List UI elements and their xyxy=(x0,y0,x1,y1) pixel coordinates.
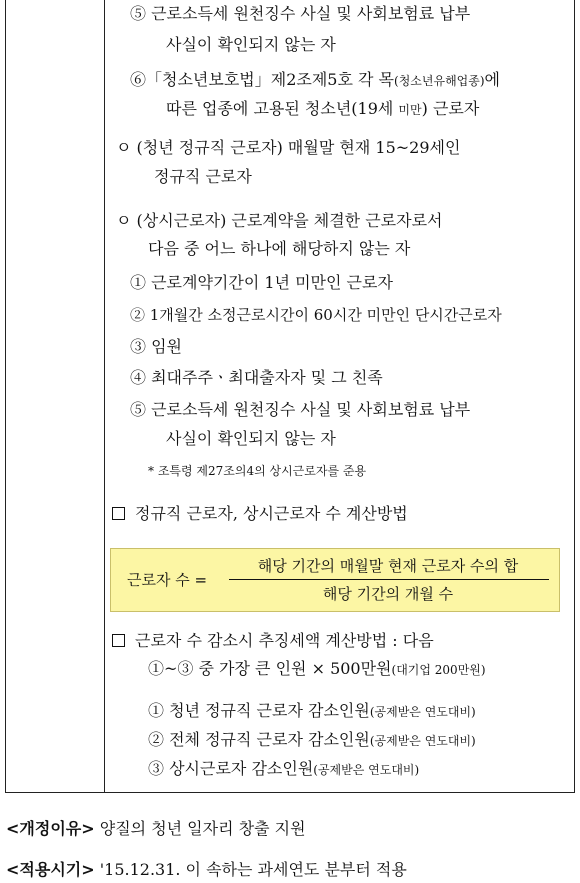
list-item: ① 청년 정규직 근로자 감소인원(공제받은 연도대비) xyxy=(148,701,476,720)
effective-date-label: <적용시기> xyxy=(6,860,95,879)
text-line: 사실이 확인되지 않는 자 xyxy=(166,35,336,54)
revision-reason xyxy=(6,816,306,839)
text-line: ①~③ 중 가장 큰 인원 × 500만원(대기업 200만원) xyxy=(148,659,486,678)
text-line: 정규직 근로자 xyxy=(154,167,252,186)
formula-box xyxy=(110,548,560,612)
list-item: ② 전체 정규직 근로자 감소인원(공제받은 연도대비) xyxy=(148,730,476,749)
text-line: 사실이 확인되지 않는 자 xyxy=(166,429,336,448)
formula-denominator: 해당 기간의 개월 수 xyxy=(322,585,454,603)
section-heading: 정규직 근로자, 상시근로자 수 계산방법 xyxy=(112,503,408,525)
list-item: ④ 최대주주ㆍ최대출자자 및 그 친족 xyxy=(130,368,383,387)
table-column-divider xyxy=(104,0,105,792)
revision-reason-label: <개정이유> xyxy=(6,819,95,838)
text-line: 따른 업종에 고용된 청소년(19세 미만) 근로자 xyxy=(166,99,480,118)
formula-label: 근로자 수 = xyxy=(127,571,208,589)
section-heading: 근로자 수 감소시 추징세액 계산방법 : 다음 xyxy=(112,630,434,652)
effective-date xyxy=(6,857,407,880)
text-line: 다음 중 어느 하나에 해당하지 않는 자 xyxy=(148,239,411,258)
fraction-bar xyxy=(229,579,549,580)
text-line: ⑥「청소년보호법」제2조제5호 각 목(청소년유해업종)에 xyxy=(130,70,500,89)
list-item: ③ 상시근로자 감소인원(공제받은 연도대비) xyxy=(148,759,420,778)
list-item: ③ 임원 xyxy=(130,337,182,356)
list-item: ① 근로계약기간이 1년 미만인 근로자 xyxy=(130,273,393,292)
formula-numerator: 해당 기간의 매월말 현재 근로자 수의 합 xyxy=(257,557,519,575)
checkbox-icon xyxy=(112,507,125,520)
footnote: * 조특령 제27조의4의 상시근로자를 준용 xyxy=(148,464,367,478)
text-line: ㅇ (청년 정규직 근로자) 매월말 현재 15~29세인 xyxy=(116,138,461,157)
list-item: ② 1개월간 소정근로시간이 60시간 미만인 단시간근로자 xyxy=(130,306,502,324)
text-line: ⑤ 근로소득세 원천징수 사실 및 사회보험료 납부 xyxy=(130,4,471,23)
text-line: ㅇ (상시근로자) 근로계약을 체결한 근로자로서 xyxy=(116,211,443,230)
effective-date-text: '15.12.31. 이 속하는 과세연도 분부터 적용 xyxy=(99,860,407,879)
checkbox-icon xyxy=(112,634,125,647)
revision-reason-text: 양질의 청년 일자리 창출 지원 xyxy=(99,819,306,838)
list-item: ⑤ 근로소득세 원천징수 사실 및 사회보험료 납부 xyxy=(130,400,471,419)
